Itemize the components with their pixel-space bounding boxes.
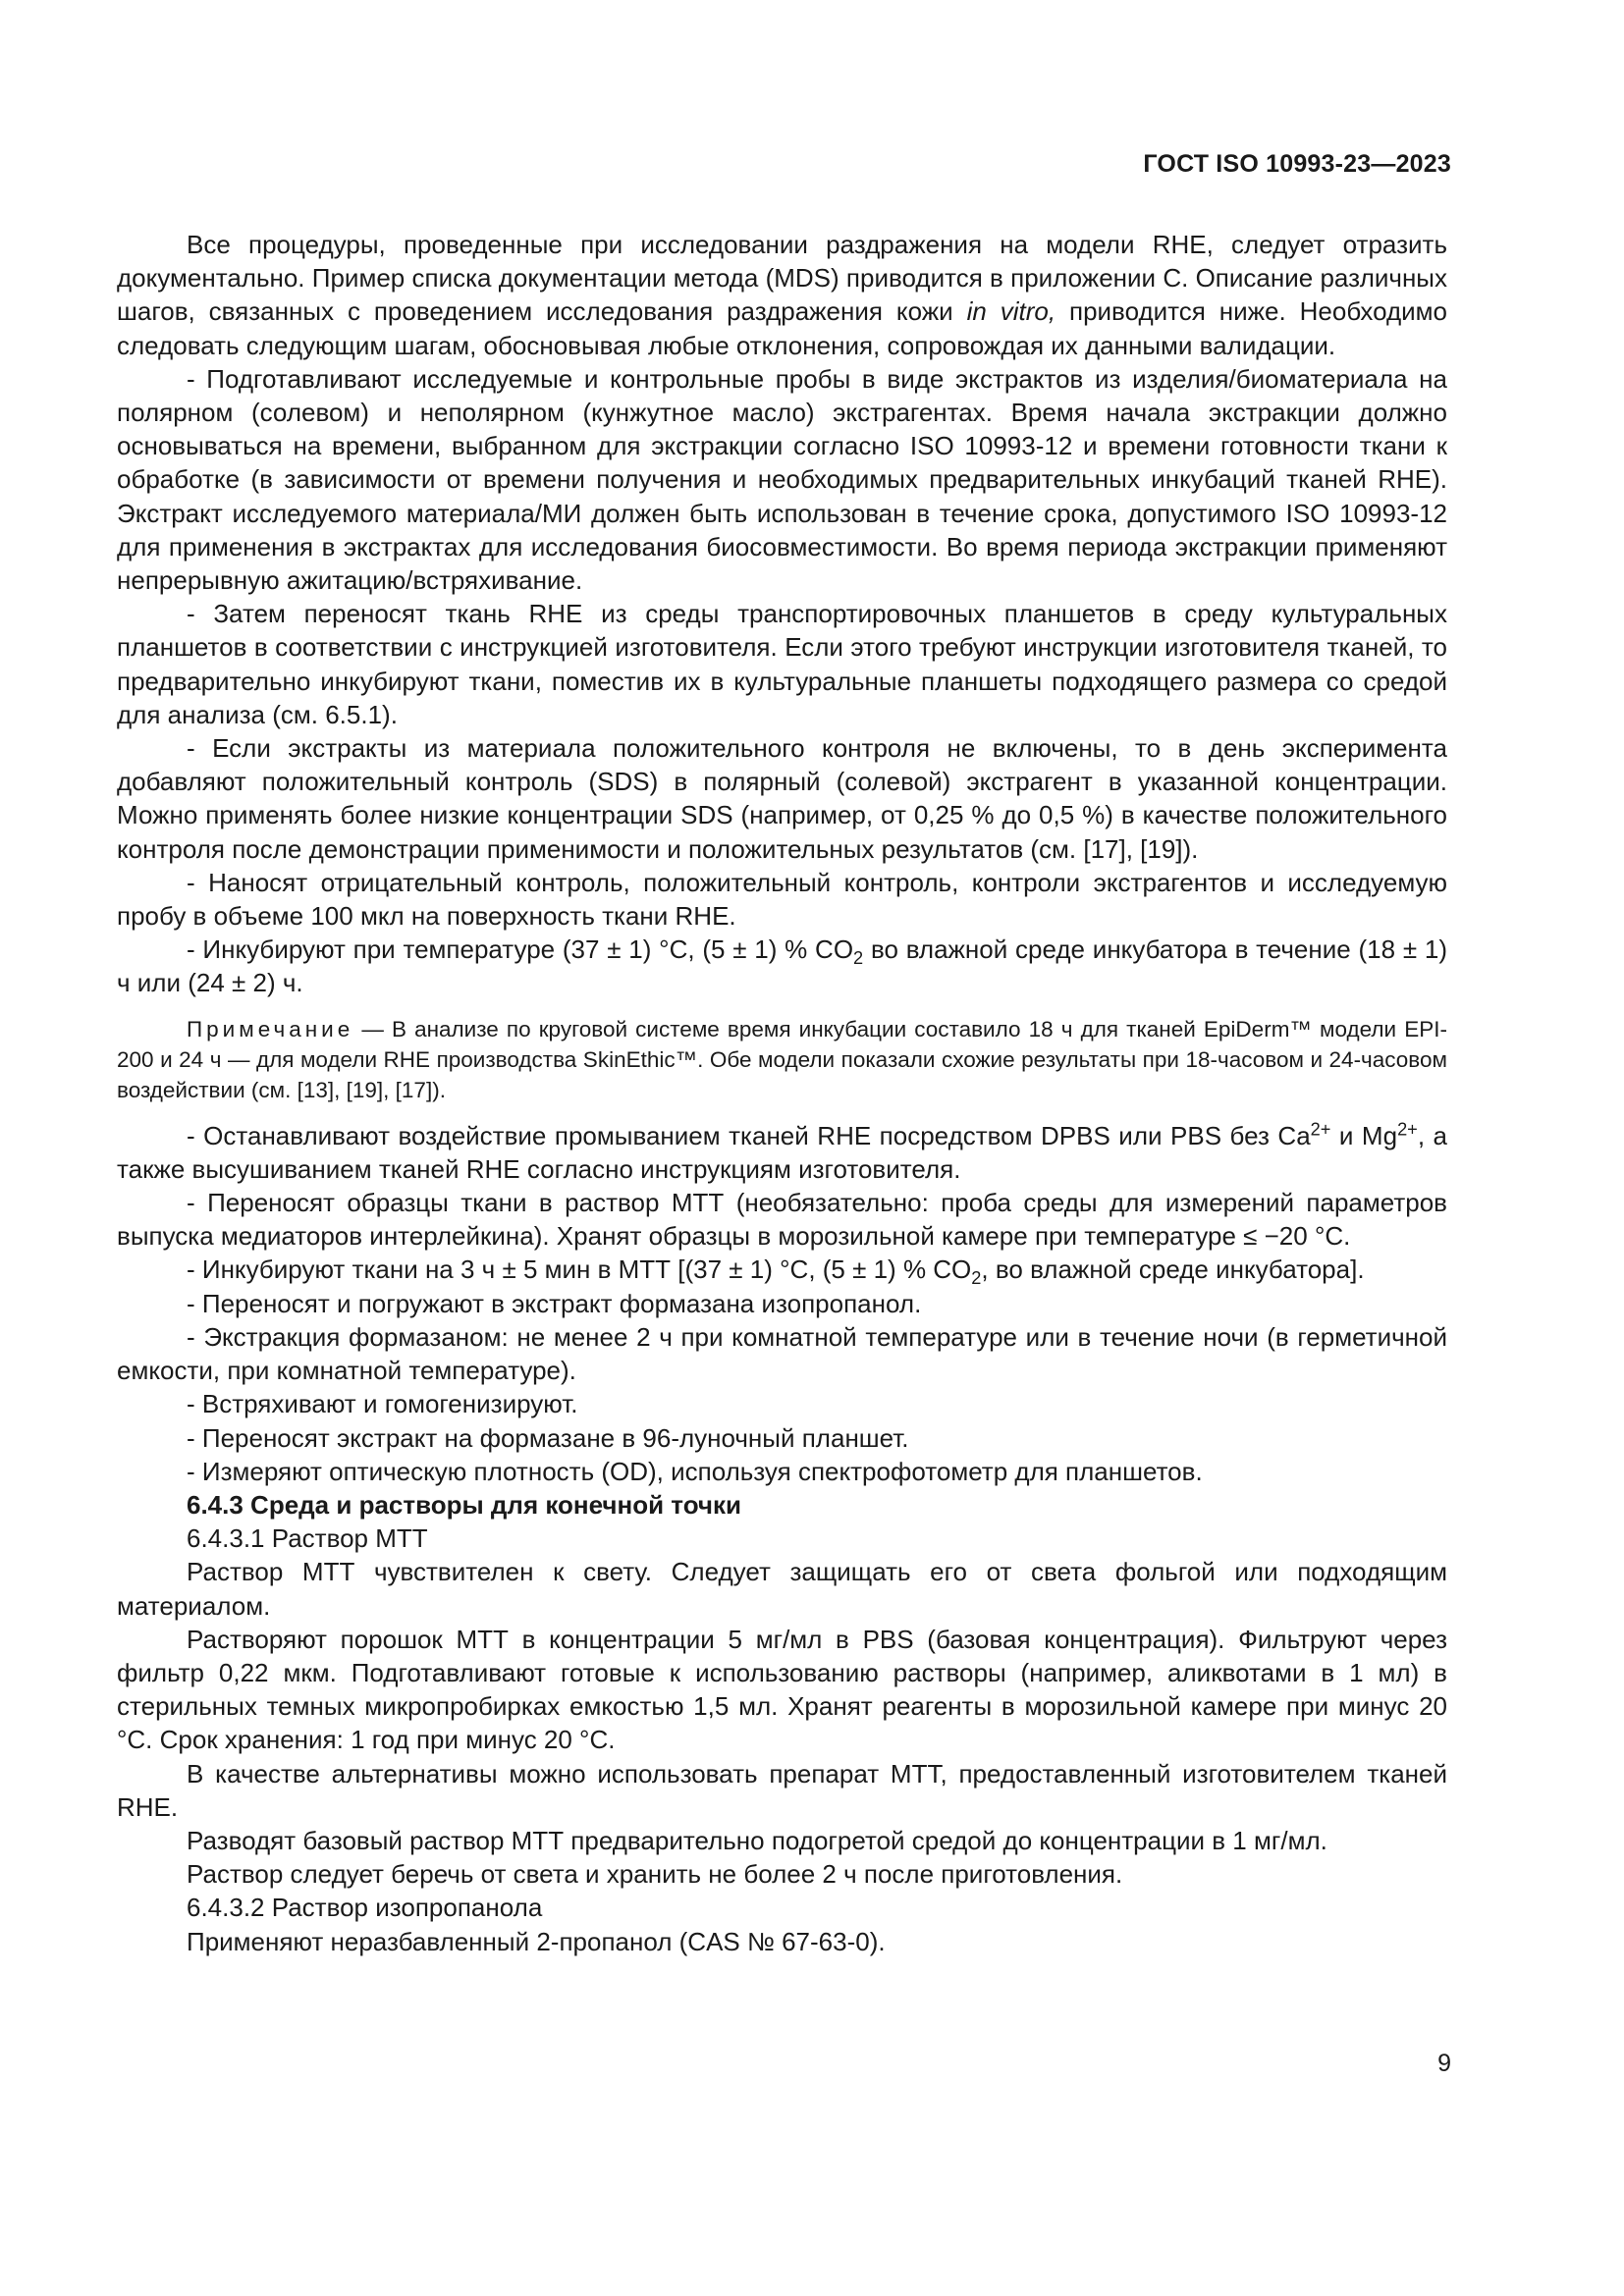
step-shake: - Встряхивают и гомогенизируют. bbox=[187, 1389, 578, 1419]
step-stop-exposure: - Останавливают воздействие промыванием тканей RHE посредством DPBS или PBS без $Ca^{2+}$ и $Mg^{2+}$, а также высушиванием тканей RHE согласно инструкциям изготовителя. bbox=[117, 1119, 1447, 1184]
step-incubate: - Инкубируют при температуре (37 ± 1) °C, (5 ± 1) % $CO_2$ во влажной среде инкубатора в течение (18 ± 1) ч или (24 ± 2) ч. bbox=[117, 934, 1448, 998]
in-vitro-italic: in vitro, bbox=[966, 296, 1056, 327]
section-heading-6-4-3: 6.4.3 Среда и растворы для конечной точки bbox=[187, 1489, 742, 1520]
page-number: 9 bbox=[1437, 2050, 1451, 2077]
note-paragraph: Примечание — В анализе по круговой системе время инкубации составило 18 ч для тканей EpiDerm™ модели EPI-200 и 24 ч — для модели RHE производства SkinEthic™. Обе модели показали схожие результаты при 18-часовом и 24-часовом воздействии (см. [13], [19], [17]). bbox=[117, 1016, 1447, 1102]
mtt-dilution-paragraph: Разводят базовый раствор МТТ предварительно подогретой средой до концентрации в 1 мг/мл. bbox=[187, 1825, 1327, 1855]
note-label: Примечание bbox=[187, 1016, 354, 1041]
intro-paragraph: Все процедуры, проведенные при исследовании раздражения на модели RHE, следует отразить документально. Пример списка документации метода (MDS) приводится в приложении С. Описание различных шагов, связанных с проведением исследования раздражения кожи in vitro, приводится ниже. Необходимо следовать следующим шагам, обосновывая любые отклонения, сопровождая их данными валидации. bbox=[117, 230, 1447, 360]
subsection-heading-6-4-3-2: 6.4.3.2 Раствор изопропанола bbox=[187, 1893, 543, 1923]
mtt-storage-paragraph: Раствор следует беречь от света и хранить не более 2 ч после приготовления. bbox=[187, 1859, 1123, 1890]
document-header: ГОСТ ISO 10993-23—2023 bbox=[1143, 150, 1451, 178]
step-transfer-tissue: - Затем переносят ткань RHE из среды транспортировочных планшетов в среду культуральных планшетов в соответствии с инструкцией изготовителя. Если этого требуют инструкции изготовителя тканей, то предварительно инкубируют ткани, поместив их в культуральные планшеты подходящего размера со средой для анализа (см. 6.5.1). bbox=[117, 599, 1447, 729]
mtt-alternative-paragraph: В качестве альтернативы можно использовать препарат МТТ, предоставленный изготовителем тканей RHE. bbox=[117, 1758, 1447, 1822]
step-incubate-mtt: - Инкубируют ткани на 3 ч ± 5 мин в МТТ [(37 ± 1) °C, (5 ± 1) % $CO_2$, во влажной среде инкубатора]. bbox=[187, 1255, 1365, 1289]
step-positive-control: - Если экстракты из материала положительного контроля не включены, то в день эксперимента добавляют положительный контроль (SDS) в полярный (солевой) экстрагент в указанной концентрации. Можно применять более низкие концентрации SDS (например, от 0,25 % до 0,5 %) в качестве положительного контроля после демонстрации применимости и положительных результатов (см. [17], [19]). bbox=[117, 733, 1447, 864]
mtt-preparation-paragraph: Растворяют порошок МТТ в концентрации 5 мг/мл в PBS (базовая концентрация). Фильтруют через фильтр 0,22 мкм. Подготавливают готовые к использованию растворы (например, аликвотами в 1 мл) в стерильных темных микропробирках емкостью 1,5 мл. Хранят реагенты в морозильной камере при минус 20 °C. Срок хранения: 1 год при минус 20 °C. bbox=[117, 1624, 1447, 1755]
step-apply-controls: - Наносят отрицательный контроль, положительный контроль, контроли экстрагентов и исследуемую пробу в объеме 100 мкл на поверхность ткани RHE. bbox=[117, 867, 1447, 932]
isopropanol-paragraph: Применяют неразбавленный 2-пропанол (CAS № 67-63-0). bbox=[187, 1926, 886, 1956]
mtt-light-paragraph: Раствор МТТ чувствителен к свету. Следует защищать его от света фольгой или подходящим материалом. bbox=[117, 1557, 1447, 1621]
step-isopropanol: - Переносят и погружают в экстракт формазана изопропанол. bbox=[187, 1288, 922, 1318]
step-transfer-plate: - Переносят экстракт на формазане в 96-луночный планшет. bbox=[187, 1422, 909, 1453]
step-transfer-mtt: - Переносят образцы ткани в раствор МТТ (необязательно: проба среды для измерений параметров выпуска медиаторов интерлейкина). Хранят образцы в морозильной камере при температуре ≤ −20 °C. bbox=[117, 1188, 1447, 1252]
step-extraction: - Экстракция формазаном: не менее 2 ч при комнатной температуре или в течение ночи (в герметичной емкости, при комнатной температуре). bbox=[117, 1321, 1447, 1386]
document-body bbox=[117, 228, 1447, 1958]
subsection-heading-6-4-3-1: 6.4.3.1 Раствор МТТ bbox=[187, 1523, 428, 1554]
step-measure-od: - Измеряют оптическую плотность (OD), используя спектрофотометр для планшетов. bbox=[187, 1456, 1203, 1486]
step-prepare-samples: - Подготавливают исследуемые и контрольные пробы в виде экстрактов из изделия/биоматериала на полярном (солевом) и неполярном (кунжутное масло) экстрагентах. Время начала экстракции должно основываться на времени, выбранном для экстракции согласно ISO 10993-12 и времени готовности ткани к обработке (в зависимости от времени получения и необходимых предварительных инкубаций тканей RHE). Экстракт исследуемого материала/МИ должен быть использован в течение срока, допустимого ISO 10993-12 для применения в экстрактах для исследования биосовместимости. Во время периода экстракции применяют непрерывную ажитацию/встряхивание. bbox=[117, 363, 1447, 596]
